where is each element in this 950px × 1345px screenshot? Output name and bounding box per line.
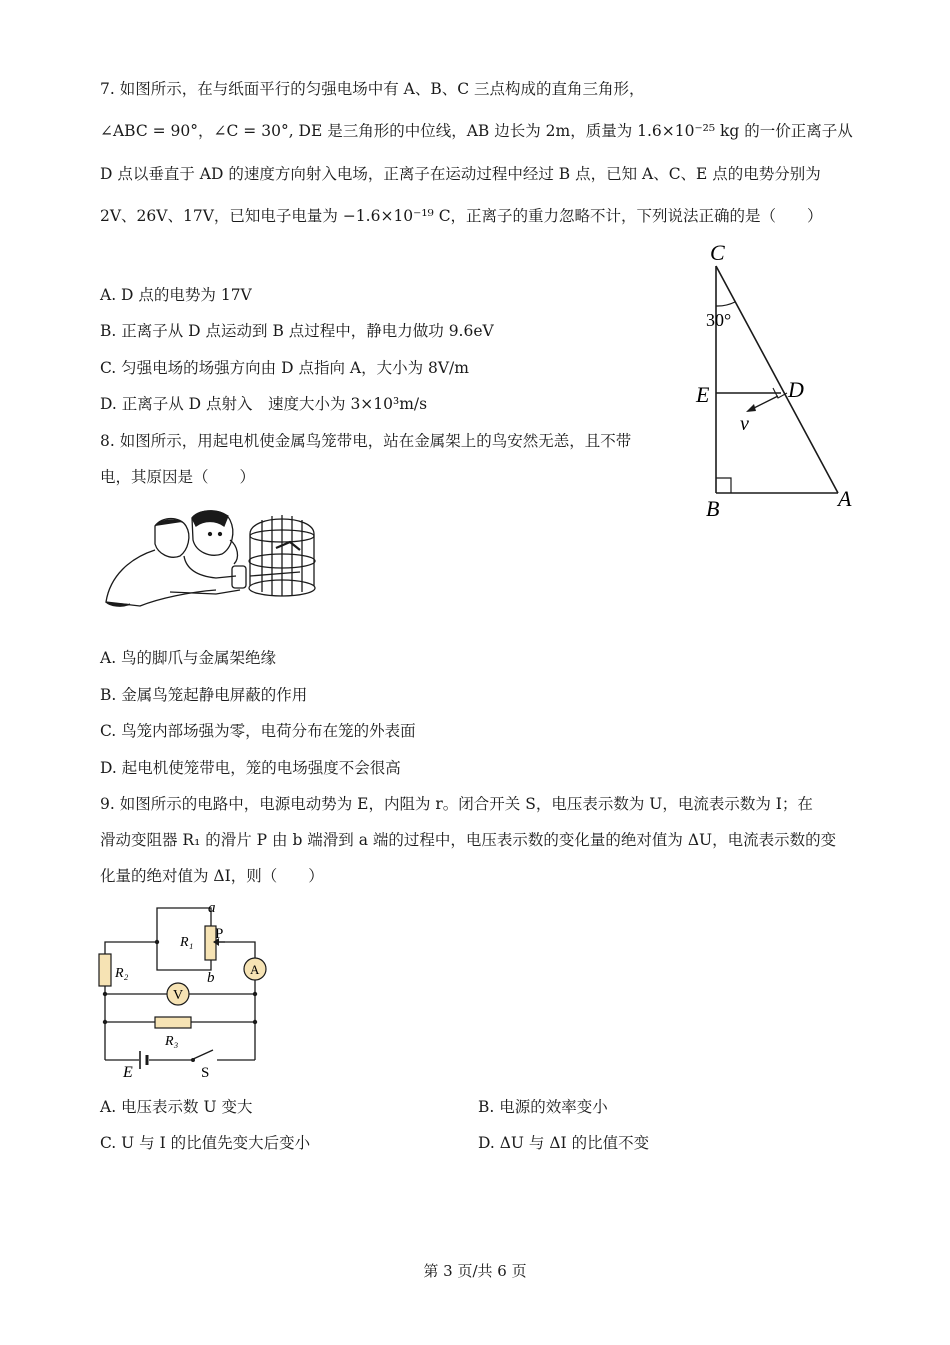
q8-line-2: 电，其原因是（ ） — [100, 468, 256, 486]
junction-dot — [253, 1020, 257, 1024]
junction-dot — [103, 1020, 107, 1024]
label-angle-30: 30° — [706, 310, 732, 330]
label-voltmeter: V — [173, 988, 184, 1003]
switch-contact — [191, 1058, 195, 1062]
label-r2: R₂ — [115, 966, 129, 981]
q9-line-1: 9. 如图所示的电路中，电源电动势为 E，内阻为 r。闭合开关 S，电压表示数为 U，电流表示数为 I；在 — [100, 795, 813, 813]
child-left-body — [106, 550, 216, 606]
child-right-body — [184, 556, 236, 578]
q8-option-d: D. 起电机使笼带电，笼的电场强度不会很高 — [100, 759, 401, 777]
resistor-r3 — [155, 1017, 191, 1028]
angle-arc-c — [716, 302, 735, 306]
label-b-end: b — [207, 970, 215, 986]
label-ammeter: A — [250, 962, 260, 977]
q8-line-1: 8. 如图所示，用起电机使金属鸟笼带电，站在金属架上的鸟安然无恙，且不带 — [100, 432, 632, 450]
triangle-side-ca — [716, 266, 838, 493]
child-shoe — [106, 602, 130, 606]
electrostatic-generator — [232, 566, 246, 588]
q9-circuit-diagram — [95, 898, 285, 1083]
child-eye — [219, 533, 222, 536]
label-r1: R₁ — [180, 935, 194, 950]
bird — [276, 542, 300, 550]
child-left-hair — [155, 520, 182, 526]
wire-right-top — [215, 942, 255, 958]
child-right-hair — [192, 511, 228, 526]
q9-option-d: D. ΔU 与 ΔI 的比值不变 — [478, 1134, 650, 1152]
label-d: D — [788, 377, 804, 402]
q7-option-d: D. 正离子从 D 点射入 速度大小为 3×10³m/s — [100, 395, 428, 413]
q7-line-3: D 点以垂直于 AD 的速度方向射入电场，正离子在运动过程中经过 B 点，已知 A、C、E 点的电势分别为 — [100, 165, 821, 183]
label-s-switch: S — [201, 1065, 210, 1081]
q8-option-c: C. 鸟笼内部场强为零，电荷分布在笼的外表面 — [100, 722, 416, 740]
q7-line-1: 7. 如图所示，在与纸面平行的匀强电场中有 A、B、C 三点构成的直角三角形， — [100, 80, 645, 98]
q9-option-c: C. U 与 I 的比值先变大后变小 — [100, 1134, 311, 1152]
label-c: C — [710, 240, 725, 265]
q9-option-b: B. 电源的效率变小 — [478, 1098, 608, 1116]
label-p: P — [215, 926, 224, 942]
child-eye — [209, 533, 212, 536]
q8-birdcage-illustration — [100, 506, 325, 614]
q7-line-4: 2V、26V、17V，已知电子电量为 −1.6×10⁻¹⁹ C，正离子的重力忽略不计，下列说法正确的是（ ） — [100, 207, 823, 225]
q9-line-2: 滑动变阻器 R₁ 的滑片 P 由 b 端滑到 a 端的过程中，电压表示数的变化量的绝对值为 ΔU，电流表示数的变 — [100, 831, 837, 849]
label-e-source: E — [123, 1064, 133, 1081]
velocity-arrowhead — [746, 404, 756, 412]
junction-dot — [253, 992, 257, 996]
label-a-end: a — [208, 900, 216, 916]
label-v: v — [740, 413, 749, 435]
junction-dot — [155, 940, 159, 944]
q8-option-b: B. 金属鸟笼起静电屏蔽的作用 — [100, 686, 308, 704]
wire-left-top — [105, 942, 157, 954]
resistor-r2 — [99, 954, 111, 986]
q7-line-2: ∠ABC = 90°，∠C = 30°, DE 是三角形的中位线，AB 边长为 2m，质量为 1.6×10⁻²⁵ kg 的一价正离子从 — [100, 122, 853, 140]
right-angle-mark-b — [716, 478, 731, 493]
label-a: A — [838, 486, 852, 511]
q7-option-c: C. 匀强电场的场强方向由 D 点指向 A，大小为 8V/m — [100, 359, 469, 377]
q8-option-a: A. 鸟的脚爪与金属架绝缘 — [100, 649, 277, 667]
q7-triangle-figure — [690, 236, 870, 526]
q7-option-a: A. D 点的电势为 17V — [100, 286, 252, 304]
q9-line-3: 化量的绝对值为 ΔI，则（ ） — [100, 867, 324, 885]
junction-dot — [103, 992, 107, 996]
label-e: E — [696, 382, 710, 407]
label-b: B — [706, 496, 720, 521]
label-r3: R₃ — [165, 1034, 179, 1049]
page-number-footer: 第 3 页/共 6 页 — [423, 1262, 527, 1280]
q7-option-b: B. 正离子从 D 点运动到 B 点过程中，静电力做功 9.6eV — [100, 322, 494, 340]
q9-option-a: A. 电压表示数 U 变大 — [100, 1098, 253, 1116]
